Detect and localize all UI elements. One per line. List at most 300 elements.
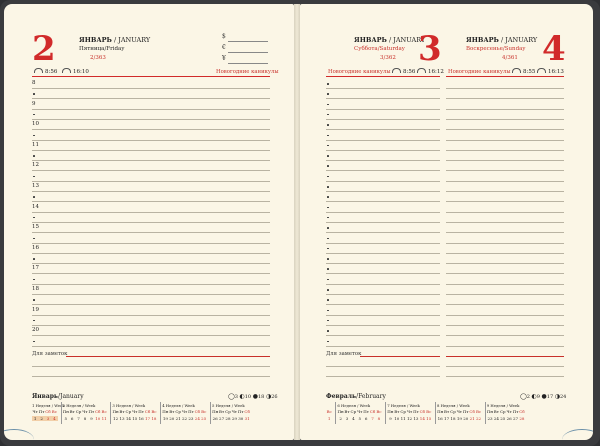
calendar-date[interactable]: 14 [125,416,131,421]
day3-line[interactable] [326,263,440,264]
weekday-abbr: Чт [357,409,363,414]
day4-line[interactable] [446,212,564,213]
date-row [487,416,525,421]
weekday-abbr: Вс [326,409,332,414]
hour-line[interactable] [32,191,270,192]
day3-line[interactable] [326,181,440,182]
calendar-date[interactable]: 27 [513,416,519,421]
day3-line[interactable] [326,232,440,233]
calendar-date[interactable]: 10 [95,416,101,421]
calendar-date[interactable]: 13 [413,416,419,421]
left-page [4,4,294,440]
day4-line[interactable] [446,273,564,274]
day3-line[interactable] [326,335,440,336]
date-row [387,416,432,421]
half-hour-line[interactable] [32,119,270,120]
weekday-row [63,409,108,414]
calendar-date[interactable]: 5 [64,416,68,421]
calendar-date[interactable]: 2 [40,416,43,421]
day3-line[interactable] [326,243,440,244]
weekday-abbr: Вт [493,409,499,414]
calendar-date[interactable]: 24 [194,416,200,421]
calendar-date[interactable]: 23 [487,416,493,421]
calendar-date[interactable]: 22 [182,416,188,421]
currency-line[interactable] [228,41,268,42]
week-label: 6 Неделя / Week [337,403,371,408]
row-dot [327,320,329,322]
day3-line[interactable] [326,325,440,326]
weekday-abbr: Чт [132,409,138,414]
day-of-year: 2/363 [90,55,106,61]
calendar-date[interactable]: 25 [500,416,506,421]
currency-dollar: $ [222,33,226,40]
day4-line[interactable] [446,222,564,223]
calendar-date[interactable]: 19 [162,416,168,421]
week-separator [61,402,62,424]
full-moon-icon: ● [252,393,258,400]
weekday-row [437,409,482,414]
calendar-date[interactable]: 28 [225,416,231,421]
day4-line[interactable] [446,243,564,244]
day3-line[interactable] [326,273,440,274]
week-separator [335,402,336,424]
half-hour-dot [33,155,35,157]
currency-line[interactable] [228,63,268,64]
half-hour-line[interactable] [32,325,270,326]
week-separator [385,402,386,424]
holiday-label: Новогодние каникулы [216,69,279,75]
month-heading-day3: ЯНВАРЬ / JANUARY [354,36,426,44]
day3-line[interactable] [326,119,440,120]
row-dot [327,93,329,95]
weekday-abbr: Вс [426,409,432,414]
weekday-row [487,409,525,414]
day3-line[interactable] [326,222,440,223]
calendar-date[interactable]: 21 [175,416,181,421]
weekday-abbr: Вт [394,409,400,414]
day4-line[interactable] [446,335,564,336]
new-moon-icon: ◯ [228,393,235,400]
weekday-day3: Суббота/Saturday [354,46,405,52]
calendar-date[interactable]: 12 [407,416,413,421]
calendar-date[interactable]: 6 [364,416,368,421]
day3-line[interactable] [326,191,440,192]
weekday-row [387,409,432,414]
calendar-date[interactable]: 24 [493,416,499,421]
calendar-date[interactable]: 29 [231,416,237,421]
weekday-abbr: Сб [519,409,525,414]
notes-line[interactable] [446,376,564,377]
notes-line[interactable] [326,376,440,377]
half-hour-dot [33,258,35,260]
weekday-abbr: Ср [175,409,181,414]
day4-line[interactable] [446,181,564,182]
weekday-abbr: Чт [406,409,413,414]
month-heading [79,36,150,44]
day4-line[interactable] [446,191,564,192]
date-row [32,416,58,421]
sunset-day4: 16:13 [537,68,564,75]
first-quarter-icon: ◐ [239,393,245,400]
day4-line[interactable] [446,109,564,110]
right-page [300,4,593,440]
day3-line[interactable] [326,109,440,110]
day3-line[interactable] [326,253,440,254]
day3-line[interactable] [326,150,440,151]
row-dot [327,248,329,250]
day3-line[interactable] [326,140,440,141]
currency-euro: € [222,44,226,51]
holiday-label-day3: Новогодние каникулы [328,69,391,75]
day4-line[interactable] [446,346,564,347]
calendar-date[interactable]: 13 [119,416,125,421]
calendar-date[interactable]: 30 [238,416,244,421]
half-hour-dot [33,93,35,95]
notes-line[interactable] [446,366,564,367]
weekday-abbr: Ср [75,409,82,414]
half-hour-dot [33,217,35,219]
weekday-abbr: Ср [125,409,132,414]
weekday-abbr: Вт [119,409,125,414]
day3-line[interactable] [326,160,440,161]
weekday-day4: Воскресенье/Sunday [466,46,526,52]
calendar-date[interactable]: 3 [46,416,50,421]
first-quarter-icon: ◐ [531,393,537,400]
weekday-abbr: Пт [363,409,369,414]
calendar-date[interactable]: 27 [219,416,225,421]
row-dot [327,104,329,106]
hour-line[interactable] [32,294,270,295]
week-separator [435,402,436,424]
hour-line[interactable] [32,129,270,130]
day4-line[interactable] [446,232,564,233]
week-separator [210,402,211,424]
page-edge-curl [562,429,593,440]
day3-line[interactable] [326,98,440,99]
hour-label: 13 [32,183,39,189]
week-separator [110,402,111,424]
hour-label: 11 [32,141,39,148]
month-ru: ЯНВАРЬ [79,36,112,44]
half-hour-line[interactable] [32,160,270,161]
hour-line[interactable] [32,150,270,151]
day4-line[interactable] [446,325,564,326]
header-rule-day3 [326,76,440,77]
hour-line[interactable] [32,170,270,171]
hour-label: 9 [32,100,36,107]
hour-label: 16 [32,244,39,251]
weekday-row [112,409,157,414]
day4-line[interactable] [446,119,564,120]
hour-line[interactable] [32,315,270,316]
day3-line[interactable] [326,88,440,89]
half-hour-line[interactable] [32,243,270,244]
week-separator [160,402,161,424]
half-hour-line[interactable] [32,222,270,223]
calendar-date[interactable]: 9 [90,416,93,421]
weekday-abbr: Сб [144,409,151,414]
sunset-icon [417,68,426,73]
day3-line[interactable] [326,201,440,202]
calendar-date[interactable]: 28 [519,416,525,421]
weekday-abbr: Вс [475,409,482,414]
calendar-date[interactable]: 17 [444,416,450,421]
hour-line[interactable] [32,212,270,213]
hour-label: 15 [32,224,39,231]
date-row [326,416,332,421]
day4-line[interactable] [446,129,564,130]
day-number-day4: 4 [542,29,566,69]
calendar-date[interactable]: 15 [426,416,432,421]
month-heading-day4: ЯНВАРЬ / JANUARY [466,36,538,44]
row-dot [327,238,329,240]
hour-line[interactable] [32,273,270,274]
calendar-date[interactable]: 2 [339,416,342,421]
weekday-abbr: Чт [181,409,188,414]
calendar-date[interactable]: 7 [77,416,80,421]
last-quarter-icon: ◑ [265,393,272,400]
calendar-date[interactable]: 26 [212,416,218,421]
sunrise-icon [34,68,43,73]
calendar-date[interactable]: 1 [327,416,331,421]
calendar-date[interactable]: 20 [463,416,469,421]
half-hour-line[interactable] [32,304,270,305]
weekday-abbr: Пт [188,409,194,414]
sunset-icon [62,68,71,73]
day4-line[interactable] [446,294,564,295]
sunrise: 8:56 [34,68,57,75]
week-label: 9 Неделя / Week [486,403,520,408]
notes-line[interactable] [32,376,270,377]
calendar-date[interactable]: 20 [169,416,175,421]
week-label: 8 Неделя / Week [437,403,470,408]
row-dot [327,289,329,291]
weekday-abbr: Пт [413,409,419,414]
half-hour-line[interactable] [32,201,270,202]
day4-line[interactable] [446,98,564,99]
weekday-abbr: Чт [82,409,88,414]
hour-line[interactable] [32,335,270,336]
calendar-date[interactable]: 18 [450,416,456,421]
weekday-abbr: Ср [499,409,506,414]
hour-label: 20 [32,327,39,334]
calendar-date[interactable]: 6 [70,416,74,421]
weekday-row [212,409,250,414]
day4-line[interactable] [446,253,564,254]
weekday-abbr: Вт [444,409,450,414]
notes-label: Для заметок [32,351,68,357]
half-hour-dot [33,279,35,281]
date-row [437,416,482,421]
weekday-abbr: Пн [162,409,169,414]
sunset: 16:10 [62,68,89,75]
calendar-date[interactable]: 3 [345,416,349,421]
week-label: 4 Неделя / Week [162,403,195,408]
weekday-abbr: Пт [138,409,144,414]
row-dot [327,268,329,270]
calendar-date[interactable]: 1 [33,416,37,421]
weekday-abbr: Пн [486,409,494,414]
week-label: 1 Неделя / Week [32,403,65,408]
weekday-abbr: Чт [456,409,463,414]
day4-line[interactable] [446,170,564,171]
half-hour-dot [33,238,35,240]
currency-line[interactable] [228,52,268,53]
day3-line[interactable] [326,315,440,316]
weekday-abbr: Чт [506,409,512,414]
notes-line[interactable] [32,366,270,367]
mini-calendar-title: Январь/January [32,393,84,400]
date-row [212,416,250,421]
day-of-year-day3: 3/362 [380,55,396,61]
weekday-abbr: Вт [169,409,175,414]
weekday-abbr: Пт [38,409,45,414]
week-separator [485,402,486,424]
moon-phases: ◯2 ◐9 ●17 ◑24 [520,393,567,400]
notes-rule-day3 [360,356,440,357]
weekday-abbr: Сб [419,409,426,414]
weekday-abbr: Сб [95,409,101,414]
mini-calendar-title: Февраль/February [326,393,386,400]
month-en: / JANUARY [111,36,151,44]
calendar-date[interactable]: 10 [394,416,400,421]
week-label: 7 Неделя / Week [387,403,420,408]
notes-rule [66,356,270,357]
half-hour-line[interactable] [32,140,270,141]
day4-line[interactable] [446,88,564,89]
weekday-abbr: Пн [437,409,444,414]
calendar-date[interactable]: 14 [419,416,425,421]
weekday-abbr: Вс [151,409,157,414]
calendar-date[interactable]: 11 [101,416,107,421]
half-hour-line[interactable] [32,181,270,182]
weekday-abbr: Вт [344,409,350,414]
weekday-abbr: Сб [369,409,376,414]
calendar-date[interactable]: 12 [113,416,119,421]
calendar-date[interactable]: 26 [506,416,512,421]
weekday-abbr: Пт [237,409,244,414]
last-quarter-icon: ◑ [554,393,560,400]
weekday-abbr: Вс [201,409,207,414]
row-dot [327,83,329,85]
day4-line[interactable] [446,160,564,161]
row-dot [327,155,329,157]
row-dot [327,145,329,147]
day3-line[interactable] [326,212,440,213]
day4-line[interactable] [446,304,564,305]
weekday-abbr: Чт [32,409,38,414]
day-number: 2 [32,29,56,69]
notes-rule-day4 [446,356,564,357]
calendar-date[interactable]: 16 [138,416,144,421]
currency-yen: ¥ [222,55,226,62]
weekday-abbr: Пн [212,409,219,414]
day4-line[interactable] [446,315,564,316]
half-hour-line[interactable] [32,98,270,99]
half-hour-dot [33,299,35,301]
hour-line[interactable] [32,232,270,233]
calendar-date[interactable]: 17 [144,416,151,421]
half-hour-line[interactable] [32,263,270,264]
weekday-abbr: Чт [231,409,238,414]
calendar-date[interactable]: 7 [371,416,374,421]
half-hour-dot [33,196,35,198]
calendar-date[interactable]: 19 [456,416,462,421]
day4-line[interactable] [446,284,564,285]
day3-line[interactable] [326,170,440,171]
day3-line[interactable] [326,129,440,130]
calendar-date[interactable]: 4 [53,416,56,421]
calendar-date[interactable]: 8 [83,416,87,421]
sunrise-day3: 8:56 [392,68,415,75]
day4-line[interactable] [446,150,564,151]
row-dot [327,341,329,343]
day4-line[interactable] [446,140,564,141]
row-dot [327,217,329,219]
calendar-date[interactable]: 22 [475,416,482,421]
day3-line[interactable] [326,346,440,347]
calendar-date[interactable]: 5 [358,416,362,421]
week-label: 2 Неделя / Week [62,403,96,408]
half-hour-dot [33,341,35,343]
calendar-date[interactable]: 15 [132,416,138,421]
header-rule-day4 [446,76,564,77]
sunrise-icon [392,68,401,73]
weekday-abbr: Пн [62,409,69,414]
calendar-date[interactable]: 8 [377,416,381,421]
calendar-date[interactable]: 25 [201,416,207,421]
notes-line[interactable] [326,366,440,367]
day-of-year-day4: 4/361 [502,55,518,61]
calendar-date[interactable]: 21 [469,416,475,421]
day3-line[interactable] [326,294,440,295]
calendar-date[interactable]: 9 [389,416,392,421]
half-hour-line[interactable] [32,346,270,347]
calendar-date[interactable]: 18 [151,416,157,421]
hour-line[interactable] [32,88,270,89]
calendar-date[interactable]: 23 [188,416,194,421]
weekday-abbr: Сб [194,409,201,414]
weekday-abbr: Сб [469,409,475,414]
half-hour-line[interactable] [32,284,270,285]
day4-line[interactable] [446,263,564,264]
sunset-day3: 16:12 [417,68,444,75]
notes-label: Для заметок [326,351,362,357]
weekday-row [337,409,382,414]
day4-line[interactable] [446,201,564,202]
half-hour-dot [33,114,35,116]
calendar-date[interactable]: 11 [400,416,406,421]
weekday-abbr: Ср [450,409,456,414]
date-row [112,416,157,421]
calendar-date[interactable]: 31 [244,416,250,421]
weekday-abbr: Вс [376,409,382,414]
hour-label: 18 [32,286,39,292]
weekday-abbr: Пт [512,409,519,414]
hour-line[interactable] [32,109,270,110]
weekday-abbr: Вт [219,409,225,414]
weekday-abbr: Пт [88,409,95,414]
day3-line[interactable] [326,304,440,305]
row-dot [327,135,329,137]
row-dot [327,124,329,126]
moon-phases: ◯3 ◐10 ●18 ◑26 [228,393,278,400]
day3-line[interactable] [326,284,440,285]
hour-label: 19 [32,306,39,313]
calendar-date[interactable]: 16 [437,416,443,421]
hour-line[interactable] [32,253,270,254]
calendar-date[interactable]: 4 [352,416,355,421]
